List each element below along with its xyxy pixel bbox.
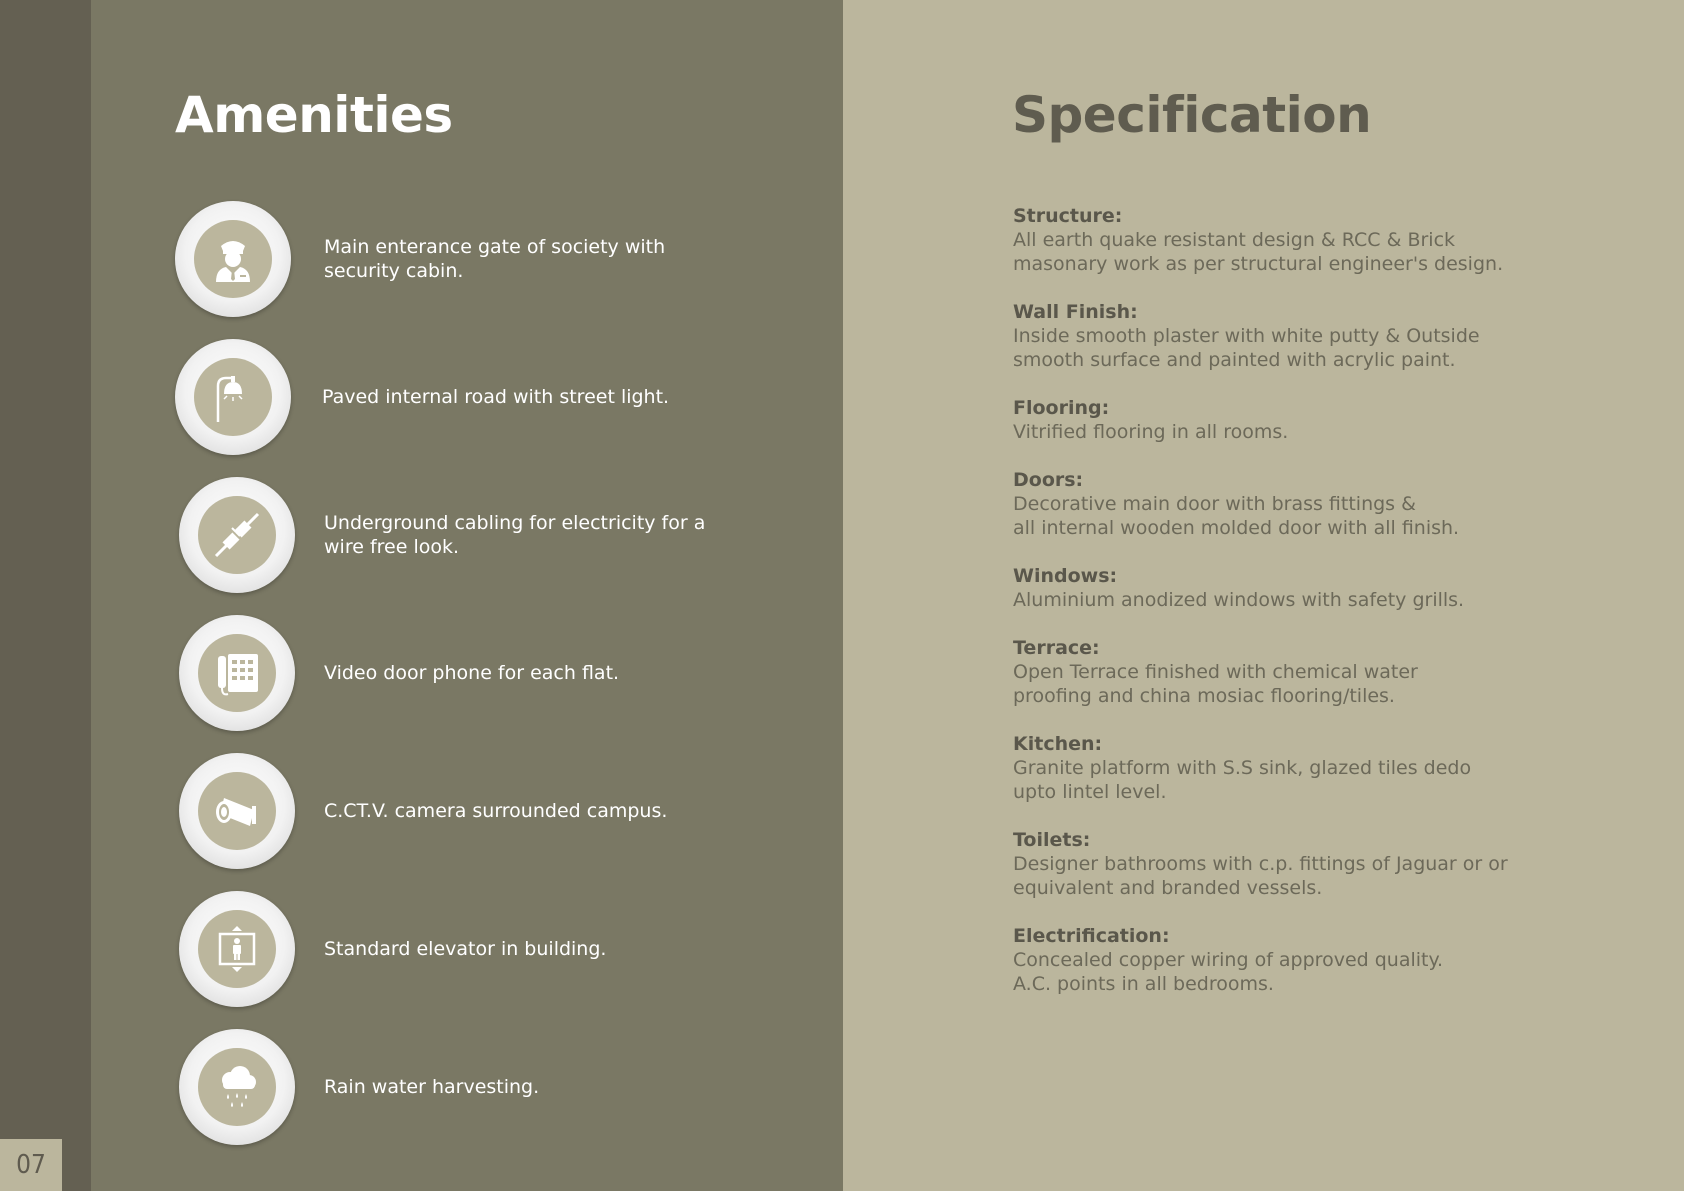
spec-heading: Doors: (1013, 469, 1084, 491)
icon-badge (179, 1029, 295, 1145)
security-guard-icon (206, 232, 260, 286)
icon-badge (179, 753, 295, 869)
spec-heading: Electrification: (1013, 925, 1170, 947)
amenity-rain-water (179, 1029, 779, 1145)
side-strip (0, 0, 91, 1191)
spec-heading: Toilets: (1013, 829, 1091, 851)
spec-heading: Windows: (1013, 565, 1118, 587)
spec-windows: Windows: Aluminium anodized windows with safety grills. (1013, 564, 1633, 612)
spec-heading: Structure: (1013, 205, 1123, 227)
amenity-street-light (175, 339, 775, 455)
amenity-text: Standard elevator in building. (324, 938, 607, 960)
amenities-panel (91, 0, 843, 1191)
icon-badge (175, 339, 291, 455)
spec-electrification: Electrification: Concealed copper wiring of approved quality. A.C. points in all bedrooms. (1013, 924, 1633, 996)
spec-heading: Kitchen: (1013, 733, 1103, 755)
cctv-camera-icon (210, 784, 264, 838)
street-light-icon (206, 370, 260, 424)
amenity-video-door-phone (179, 615, 779, 731)
specification-title: Specification (1012, 86, 1372, 144)
spec-heading: Terrace: (1013, 637, 1100, 659)
spec-heading: Wall Finish: (1013, 301, 1138, 323)
amenity-text: Video door phone for each flat. (324, 662, 620, 684)
amenities-title: Amenities (175, 86, 453, 144)
icon-badge (179, 615, 295, 731)
spec-doors: Doors: Decorative main door with brass fittings & all internal wooden molded door with all finish. (1013, 468, 1633, 540)
door-phone-icon (210, 646, 264, 700)
icon-badge (179, 477, 295, 593)
spec-kitchen: Kitchen: Granite platform with S.S sink, glazed tiles dedo upto lintel level. (1013, 732, 1633, 804)
icon-badge (175, 201, 291, 317)
amenity-cctv (179, 753, 779, 869)
rain-cloud-icon (210, 1060, 264, 1114)
amenity-text: Main enterance gate of society with security cabin. (324, 236, 666, 282)
amenity-text: Rain water harvesting. (324, 1076, 540, 1098)
elevator-icon (210, 922, 264, 976)
cable-plug-icon (210, 508, 264, 562)
amenity-security-gate (175, 201, 775, 317)
amenity-underground-cabling (179, 477, 779, 593)
amenity-elevator (179, 891, 779, 1007)
spec-wall-finish: Wall Finish: Inside smooth plaster with white putty & Outside smooth surface and painted with acrylic paint. (1013, 300, 1633, 372)
icon-badge (179, 891, 295, 1007)
spec-heading: Flooring: (1013, 397, 1110, 419)
page-number: 07 (0, 1139, 62, 1191)
amenity-text: Underground cabling for electricity for a wire free look. (324, 512, 706, 558)
amenity-text: Paved internal road with street light. (322, 386, 670, 408)
spec-toilets: Toilets: Designer bathrooms with c.p. fittings of Jaguar or or equivalent and branded vessels. (1013, 828, 1633, 900)
spec-terrace: Terrace: Open Terrace finished with chemical water proofing and china mosiac flooring/tiles. (1013, 636, 1633, 708)
spec-structure: Structure: All earth quake resistant design & RCC & Brick masonary work as per structural engineer's design. (1013, 204, 1633, 276)
spec-flooring: Flooring: Vitrified flooring in all rooms. (1013, 396, 1633, 444)
amenity-text: C.CT.V. camera surrounded campus. (324, 800, 668, 822)
